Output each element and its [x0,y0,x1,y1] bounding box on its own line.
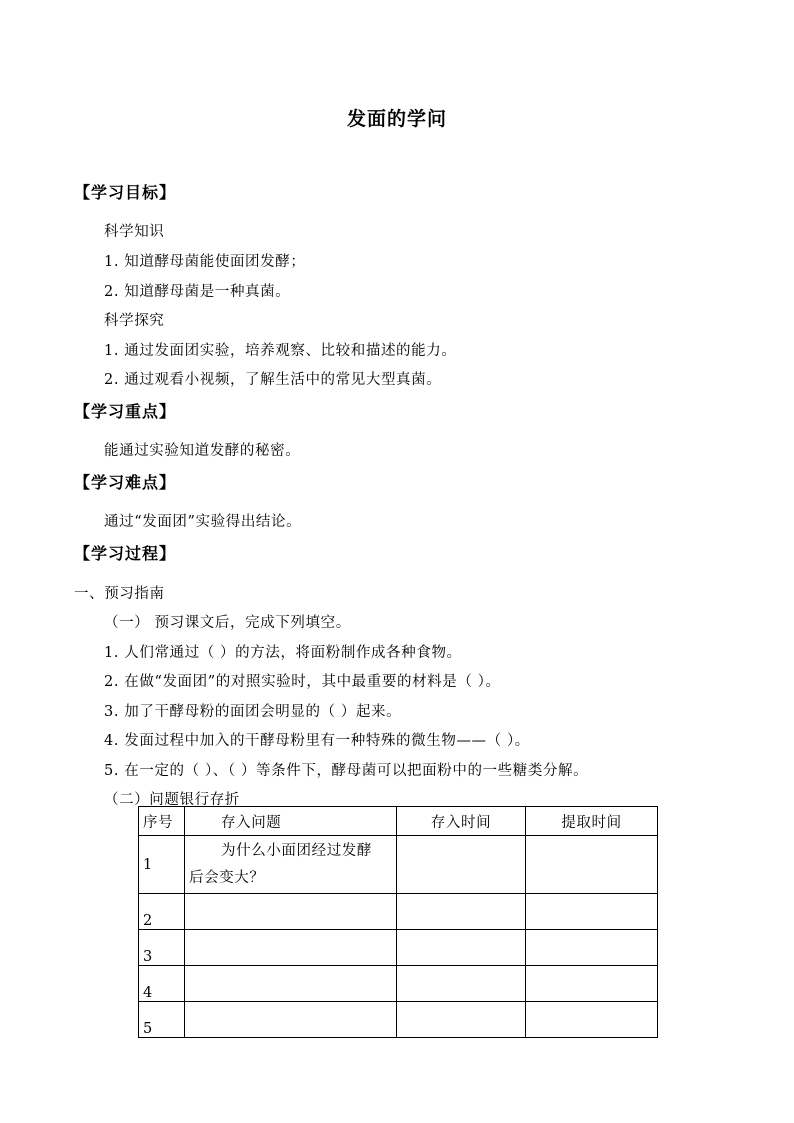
goals-heading: 【学习目标】 [74,183,177,202]
table-row [139,966,658,1002]
question-line: 后会变大？ [189,869,265,886]
page-title: 发面的学问 [346,108,447,130]
row-number: 1 [139,836,185,894]
knowledge-item: 1. 知道酵母菌能使面团发酵； [104,254,306,270]
question-cell[interactable] [185,1002,397,1038]
row-number: 3 [139,930,185,966]
in-time-cell[interactable] [397,1002,526,1038]
table-row [139,1002,658,1038]
row-number: 2 [139,894,185,930]
section-title: 一、预习指南 [74,586,165,602]
table-header-row [139,807,658,836]
out-time-cell[interactable] [526,930,658,966]
part1-title: （一） 预习课文后，完成下列填空。 [104,615,351,631]
difficulty-text: 通过“发面团”实验得出结论。 [104,514,302,530]
header-cell: 存入时间 [397,807,526,836]
question-cell[interactable] [185,930,397,966]
fill-item: 5. 在一定的（ ）、（ ）等条件下，酵母菌可以把面粉中的一些糖类分解。 [104,763,589,779]
question-line: 为什么小面团经过发酵 [221,842,372,859]
table-row [139,836,658,894]
difficulty-heading: 【学习难点】 [74,473,177,492]
process-heading: 【学习过程】 [74,544,177,563]
question-bank-table [138,806,658,1038]
in-time-cell[interactable] [397,836,526,894]
out-time-cell[interactable] [526,894,658,930]
row-number: 4 [139,966,185,1002]
header-cell: 存入问题 [185,807,397,836]
knowledge-item: 2. 知道酵母菌是一种真菌。 [104,284,291,300]
header-cell: 提取时间 [526,807,658,836]
out-time-cell[interactable] [526,836,658,894]
fill-item: 3. 加了干酵母粉的面团会明显的（ ）起来。 [104,704,402,720]
inquiry-item: 1. 通过发面团实验，培养观察、比较和描述的能力。 [104,343,457,359]
inquiry-label: 科学探究 [104,313,165,329]
in-time-cell[interactable] [397,894,526,930]
table-row [139,930,658,966]
row-number: 5 [139,1002,185,1038]
key-point-heading: 【学习重点】 [74,402,177,421]
question-cell [185,836,397,894]
header-cell: 序号 [139,807,185,836]
table-row [139,894,658,930]
fill-item: 4. 发面过程中加入的干酵母粉里有一种特殊的微生物——（ ）。 [104,733,530,749]
key-point-text: 能通过实验知道发酵的秘密。 [104,443,301,459]
fill-item: 1. 人们常通过（ ）的方法，将面粉制作成各种食物。 [104,645,462,661]
part2-title: （二）问题银行存折 [104,792,240,808]
fill-item: 2. 在做“发面团”的对照实验时，其中最重要的材料是（ ）。 [104,674,501,690]
question-cell[interactable] [185,894,397,930]
in-time-cell[interactable] [397,966,526,1002]
out-time-cell[interactable] [526,1002,658,1038]
out-time-cell[interactable] [526,966,658,1002]
knowledge-label: 科学知识 [104,224,165,240]
question-cell[interactable] [185,966,397,1002]
inquiry-item: 2. 通过观看小视频，了解生活中的常见大型真菌。 [104,372,442,388]
in-time-cell[interactable] [397,930,526,966]
